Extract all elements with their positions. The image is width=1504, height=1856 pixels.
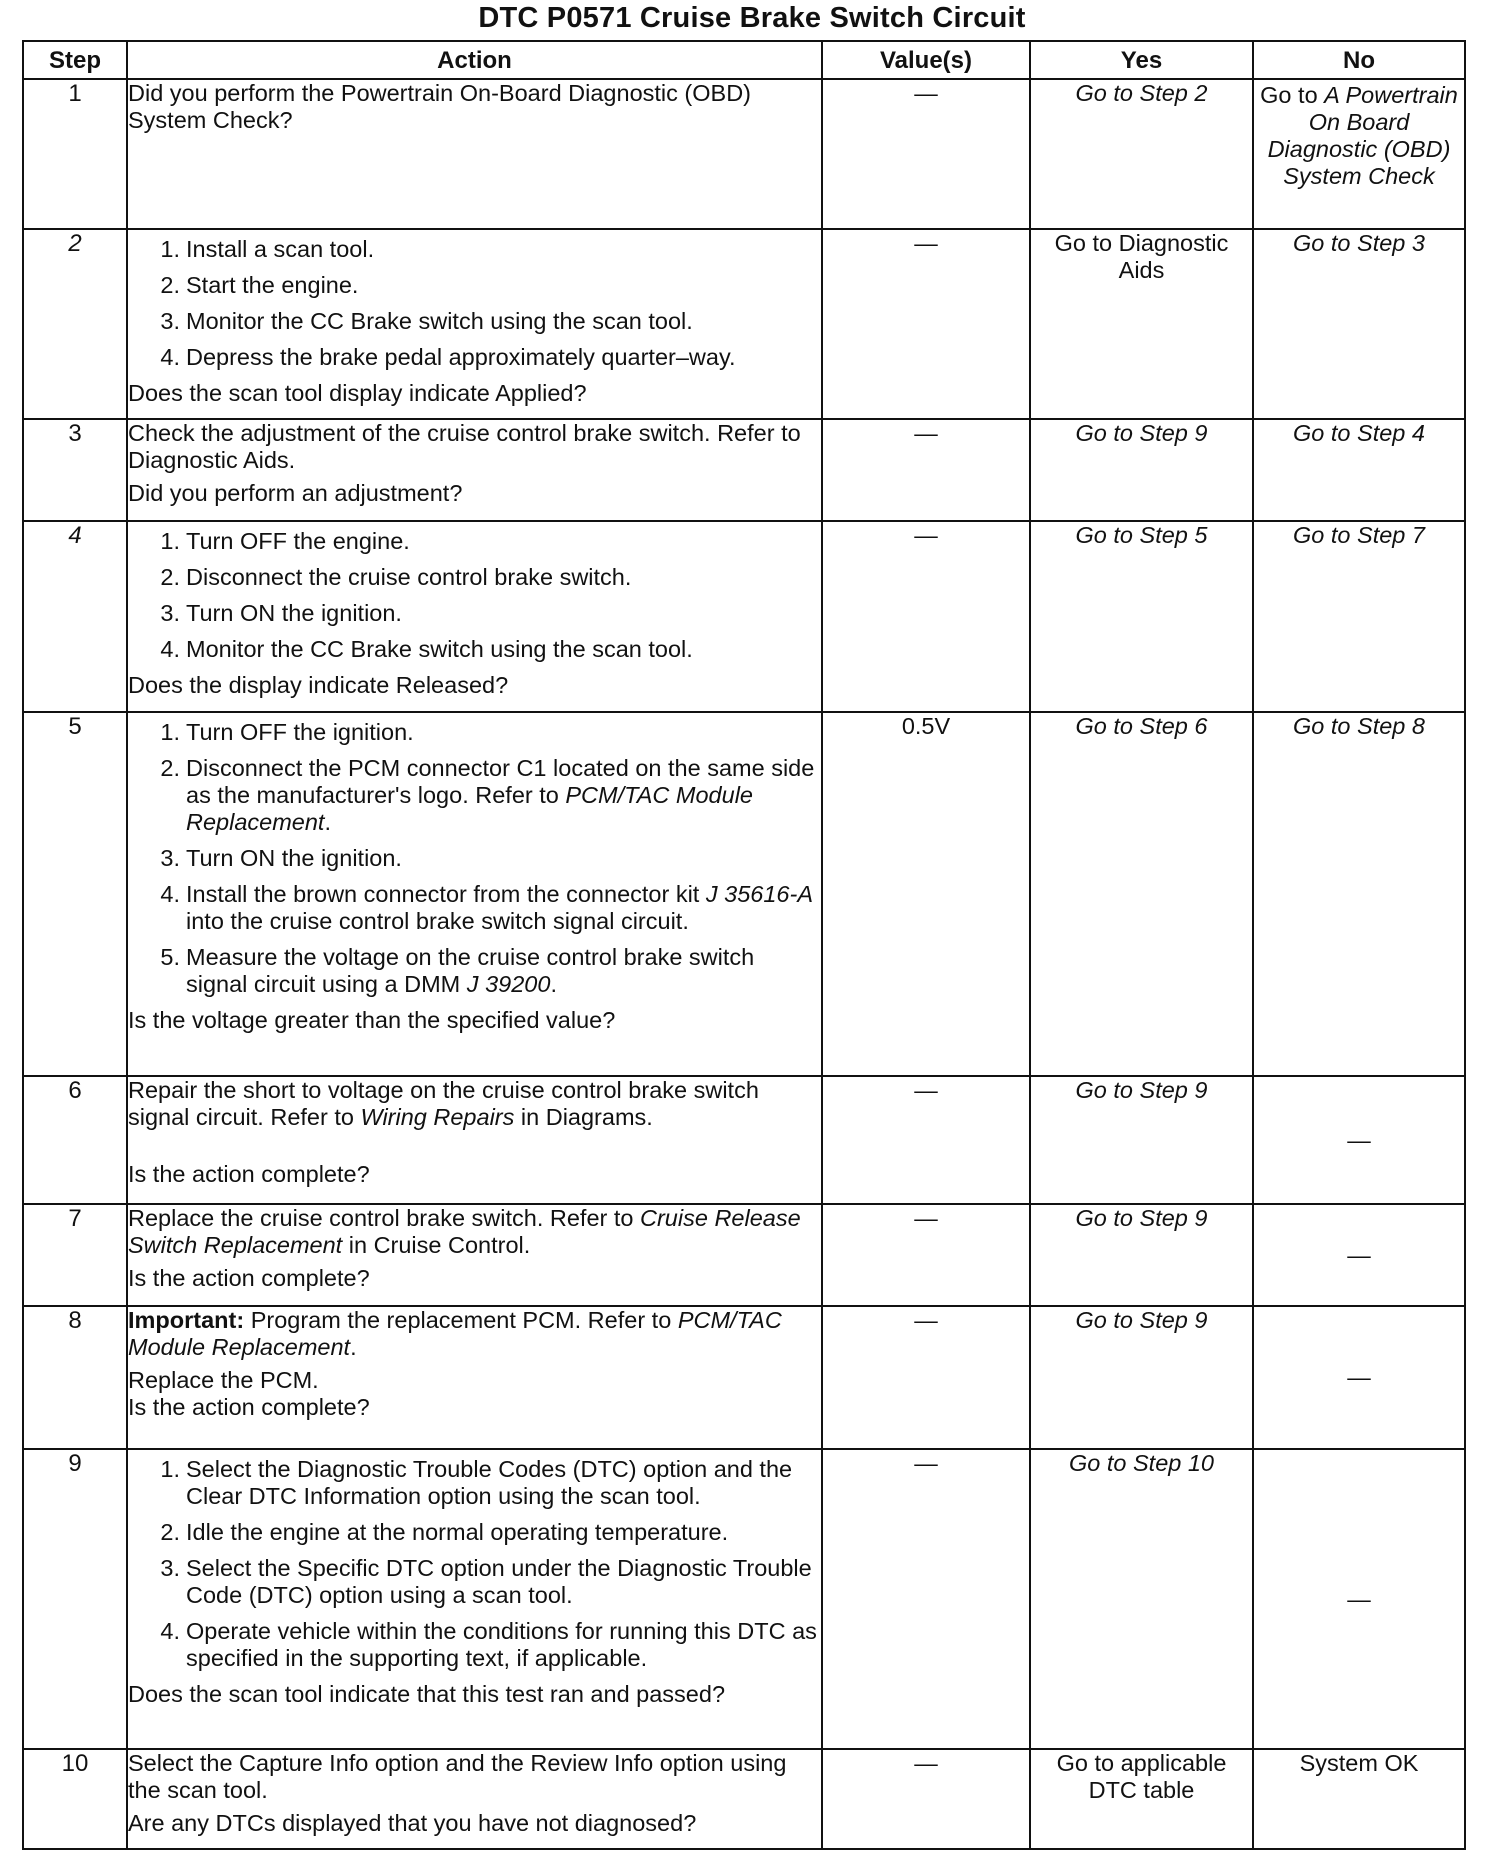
action-text: Important: Program the replacement PCM. Refer to PCM/TAC Module Replacement. [128,1307,782,1360]
action-question: Is the action complete? [128,1265,370,1291]
action-question: Does the scan tool indicate that this test ran and passed? [128,1681,726,1707]
action-cell [127,1449,822,1749]
action-list [128,528,821,663]
value-cell: — [822,79,1030,229]
action-question: Are any DTCs displayed that you have not diagnosed? [128,1810,697,1836]
value-cell: — [822,1306,1030,1449]
action-question: Is the action complete? [128,1394,370,1420]
action-cell [127,419,822,521]
action-question: Does the display indicate Released? [128,672,509,698]
page-title: DTC P0571 Cruise Brake Switch Circuit [478,2,1026,34]
no-cell: System OK [1253,1749,1465,1849]
list-item: 1. Install a scan tool. [160,236,375,262]
important-label: Important: [128,1307,245,1333]
step-number: 10 [23,1749,127,1849]
step-number: 1 [23,79,127,229]
reference-link: PCM/TAC Module Replacement [128,1307,782,1360]
action-question: Is the action complete? [128,1161,370,1187]
no-cell: Go to Step 8 [1253,712,1465,1076]
yes-cell: Go to Step 9 [1030,1204,1253,1306]
list-item: 1. Turn OFF the ignition. [160,719,414,745]
list-item: 2. Disconnect the PCM connector C1 located on the same side as the manufacturer's logo. Refer to PCM/TAC Module Replacement. [160,755,815,835]
no-cell: Go to Step 7 [1253,521,1465,712]
action-text: Repair the short to voltage on the cruise control brake switch signal circuit. Refer to Wiring Repairs in Diagrams. [128,1077,759,1130]
action-text: Select the Capture Info option and the Review Info option using the scan tool. [128,1750,787,1803]
action-question: Does the scan tool display indicate Applied? [128,380,587,406]
action-cell [127,712,822,1076]
action-list [128,236,821,371]
action-cell [127,1749,822,1849]
table-row [23,1076,1465,1204]
no-cell: — [1253,1204,1465,1306]
action-question: Did you perform an adjustment? [128,480,463,506]
value-cell: — [822,1204,1030,1306]
step-number: 3 [23,419,127,521]
table-row [23,1204,1465,1306]
reference-link: Wiring Repairs [360,1104,515,1130]
table-row [23,1306,1465,1449]
tool-reference: J 35616-A [705,881,814,907]
action-text: Replace the cruise control brake switch. Refer to Cruise Release Switch Replacement in Cruise Control. [128,1205,801,1258]
list-item: 5. Measure the voltage on the cruise control brake switch signal circuit using a DMM J 39200. [160,944,755,997]
table-row [23,712,1465,1076]
action-text: Check the adjustment of the cruise control brake switch. Refer to Diagnostic Aids. [128,420,801,473]
list-item: 4. Depress the brake pedal approximately quarter–way. [160,344,736,370]
list-item: 4. Monitor the CC Brake switch using the scan tool. [160,636,693,662]
table-row [23,229,1465,419]
value-cell: — [822,1449,1030,1749]
step-number: 5 [23,712,127,1076]
step-number: 2 [23,229,127,419]
no-cell: Go to Step 3 [1253,229,1465,419]
yes-cell: Go to Step 9 [1030,1076,1253,1204]
reference-link: PCM/TAC Module Replacement [186,782,753,835]
step-number: 6 [23,1076,127,1204]
reference-link: Cruise Release Switch Replacement [128,1205,801,1258]
table-row [23,1749,1465,1849]
header-values: Value(s) [822,41,1030,79]
header-no: No [1253,41,1465,79]
step-number: 7 [23,1204,127,1306]
yes-cell: Go to Diagnostic Aids [1030,229,1253,419]
tool-reference: J 39200 [466,971,551,997]
action-question: Is the voltage greater than the specified value? [128,1007,616,1033]
action-question: Did you perform the Powertrain On-Board Diagnostic (OBD) System Check? [128,80,751,133]
no-cell: — [1253,1076,1465,1204]
value-cell: — [822,1076,1030,1204]
yes-cell: Go to Step 5 [1030,521,1253,712]
no-cell: — [1253,1306,1465,1449]
table-row [23,521,1465,712]
header-action: Action [127,41,822,79]
yes-cell: Go to Step 2 [1030,79,1253,229]
list-item: 2. Disconnect the cruise control brake switch. [160,564,632,590]
value-cell: — [822,229,1030,419]
yes-cell: Go to applicable DTC table [1030,1749,1253,1849]
action-list [128,1456,821,1672]
dtc-table [22,40,1466,1850]
action-cell [127,1204,822,1306]
list-item: 2. Start the engine. [160,272,359,298]
table-row [23,419,1465,521]
yes-cell: Go to Step 9 [1030,1306,1253,1449]
step-number: 8 [23,1306,127,1449]
value-cell: — [822,1749,1030,1849]
table-header-row [23,41,1465,79]
value-cell: — [822,419,1030,521]
step-number: 9 [23,1449,127,1749]
list-item: 4. Operate vehicle within the conditions for running this DTC as specified in the supporting text, if applicable. [160,1618,817,1671]
table-row [23,79,1465,229]
no-prefix: Go to [1260,82,1325,108]
table-row [23,1449,1465,1749]
yes-cell: Go to Step 10 [1030,1449,1253,1749]
list-item: 1. Turn OFF the engine. [160,528,410,554]
step-number: 4 [23,521,127,712]
action-cell [127,79,822,229]
yes-cell: Go to Step 6 [1030,712,1253,1076]
action-cell [127,229,822,419]
list-item: 2. Idle the engine at the normal operating temperature. [160,1519,729,1545]
list-item: 3. Monitor the CC Brake switch using the scan tool. [160,308,693,334]
value-cell: 0.5V [822,712,1030,1076]
value-cell: — [822,521,1030,712]
no-cell: Go to Step 4 [1253,419,1465,521]
yes-cell: Go to Step 9 [1030,419,1253,521]
action-text: Replace the PCM. [128,1367,319,1393]
action-cell [127,1076,822,1204]
list-item: 4. Install the brown connector from the connector kit J 35616-A into the cruise control brake switch signal circuit. [160,881,814,934]
no-cell [1253,79,1465,229]
list-item: 3. Turn ON the ignition. [160,845,402,871]
list-item: 3. Turn ON the ignition. [160,600,402,626]
no-cell: — [1253,1449,1465,1749]
action-cell [127,521,822,712]
list-item: 3. Select the Specific DTC option under the Diagnostic Trouble Code (DTC) option using a scan tool. [160,1555,812,1608]
list-item: 1. Select the Diagnostic Trouble Codes (DTC) option and the Clear DTC Information option using the scan tool. [160,1456,793,1509]
action-list [128,719,821,998]
header-yes: Yes [1030,41,1253,79]
header-step: Step [23,41,127,79]
no-reference: A Powertrain On Board Diagnostic (OBD) System Check [1267,82,1458,189]
action-cell [127,1306,822,1449]
